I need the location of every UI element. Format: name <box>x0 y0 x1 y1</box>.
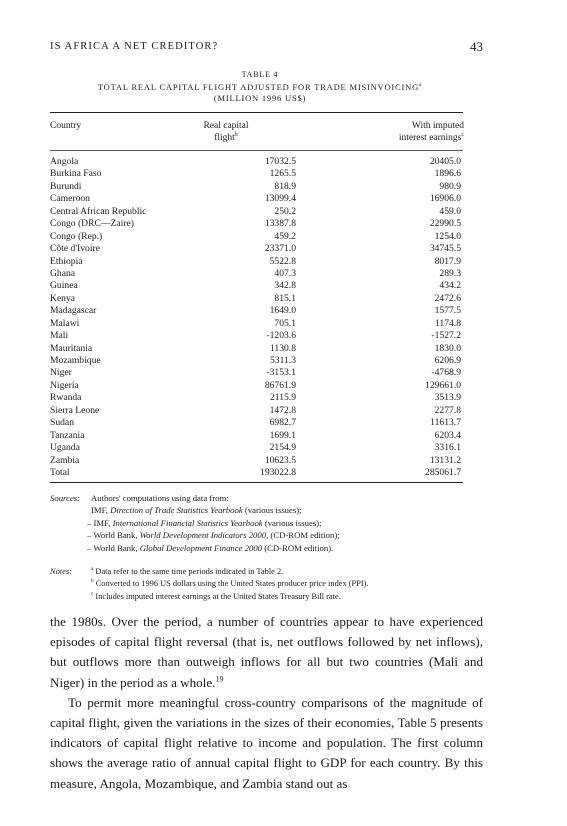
cell-country: Madagascar <box>50 305 97 317</box>
cell-real-capital-flight: 815.1 <box>274 292 296 304</box>
table-row <box>50 380 463 392</box>
sources-intro: Authors' computations using data from: <box>91 493 229 503</box>
cell-country: Mozambique <box>50 355 101 366</box>
table-row <box>50 455 463 467</box>
table-row <box>50 268 463 280</box>
table-row <box>50 467 463 479</box>
table-row <box>50 417 463 429</box>
cell-country: Sudan <box>50 417 74 429</box>
cell-country: Guinea <box>50 280 78 292</box>
footnote-ref: 19 <box>215 674 224 684</box>
cell-real-capital-flight: -3153.1 <box>266 367 296 379</box>
table-row <box>50 330 463 342</box>
cell-imputed-interest: 285061.7 <box>425 466 461 478</box>
cell-country: Sierra Leone <box>50 404 100 416</box>
table-row <box>50 318 463 330</box>
cell-country: Ethiopia <box>50 255 83 267</box>
cell-imputed-interest: 3513.9 <box>434 392 461 404</box>
cell-imputed-interest: 980.9 <box>439 180 461 192</box>
source-item: – World Bank, Global Development Finance 2000 (CD-ROM edition). <box>87 542 334 553</box>
table-header-rule <box>50 150 463 151</box>
cell-imputed-interest: 1577.5 <box>434 305 461 317</box>
paragraph: the 1980s. Over the period, a number of countries appear to have experienced episodes of capital flight reversal (that is, net outflows followed by net inflows), but outflows more than outweigh inflows for all but two countries (Mali and Niger) in the period as a whole.$^{19}$ <box>50 614 483 690</box>
page-header <box>50 41 483 55</box>
table-bottom-rule <box>50 482 463 483</box>
cell-real-capital-flight: 818.9 <box>274 180 296 192</box>
cell-country: Burundi <box>50 180 82 192</box>
notes-label: Notes: <box>50 567 72 576</box>
cell-imputed-interest: 289.3 <box>439 267 461 279</box>
cell-country: Angola <box>50 156 79 167</box>
table-row <box>50 181 463 193</box>
cell-imputed-interest: 1254.0 <box>434 230 461 242</box>
cell-country: Total <box>50 466 70 478</box>
cell-real-capital-flight: 459.2 <box>274 230 296 242</box>
cell-imputed-interest: 6203.4 <box>434 429 461 441</box>
cell-imputed-interest: 11613.7 <box>430 417 461 429</box>
cell-real-capital-flight: 23371.0 <box>264 243 296 255</box>
table-row <box>50 206 463 218</box>
cell-imputed-interest: 129661.0 <box>425 379 461 391</box>
cell-real-capital-flight: 1265.5 <box>269 168 296 180</box>
table-row <box>50 367 463 379</box>
cell-real-capital-flight: 342.8 <box>274 280 296 292</box>
cell-country: Côte d'Ivoire <box>50 243 100 255</box>
table-title: TOTAL REAL CAPITAL FLIGHT ADJUSTED FOR TRADE MISINVOICING$^a$ <box>97 82 423 92</box>
source-item: – World Bank, World Development Indicators 2000, (CD-ROM edition); <box>87 530 340 541</box>
cell-imputed-interest: 459.0 <box>439 205 461 217</box>
table-top-rule <box>50 112 463 113</box>
table-row <box>50 442 463 454</box>
cell-real-capital-flight: 86761.9 <box>264 379 296 391</box>
cell-imputed-interest: 8017.9 <box>434 255 461 267</box>
cell-imputed-interest: 20405.0 <box>429 156 461 167</box>
cell-country: Mauritania <box>50 342 93 354</box>
cell-country: Niger <box>50 367 72 379</box>
running-head: IS AFRICA A NET CREDITOR? <box>50 41 219 52</box>
cell-imputed-interest: 3316.1 <box>434 442 461 454</box>
table-row <box>50 156 463 168</box>
cell-country: Zambia <box>50 454 80 466</box>
cell-imputed-interest: 16906.0 <box>429 193 461 205</box>
table-row <box>50 168 463 180</box>
table-row <box>50 293 463 305</box>
cell-country: Nigeria <box>50 379 79 391</box>
cell-real-capital-flight: 10623.5 <box>264 454 296 466</box>
cell-imputed-interest: 22990.5 <box>429 218 461 230</box>
cell-real-capital-flight: 5522.8 <box>269 255 296 267</box>
table-title-note: a <box>419 82 423 89</box>
cell-real-capital-flight: 13387.8 <box>264 218 296 230</box>
cell-imputed-interest: -1527.2 <box>431 330 461 342</box>
table-row <box>50 430 463 442</box>
cell-real-capital-flight: 2115.9 <box>269 392 296 404</box>
body-text <box>50 612 483 794</box>
table-row <box>50 193 463 205</box>
cell-country: Uganda <box>50 442 80 454</box>
source-item: IMF, Direction of Trade Statistics Yearbook (various issues); <box>91 505 302 516</box>
table-row <box>50 355 463 367</box>
cell-real-capital-flight: 193022.8 <box>260 466 296 478</box>
cell-imputed-interest: 1896.6 <box>434 168 461 180</box>
cell-country: Tanzania <box>50 429 85 441</box>
cell-imputed-interest: 6206.9 <box>434 355 461 366</box>
cell-imputed-interest: 1830.0 <box>434 342 461 354</box>
cell-real-capital-flight: 407.3 <box>274 267 296 279</box>
cell-imputed-interest: 2472.6 <box>434 292 461 304</box>
table-row <box>50 392 463 404</box>
cell-real-capital-flight: 13099.4 <box>264 193 296 205</box>
cell-imputed-interest: 434.2 <box>439 280 461 292</box>
cell-imputed-interest: 1174.8 <box>434 317 461 329</box>
cell-real-capital-flight: 1699.1 <box>269 429 296 441</box>
note-item: $^c$ Includes imputed interest earnings at the United States Treasury Bill rate. <box>91 591 341 601</box>
table-row <box>50 280 463 292</box>
cell-real-capital-flight: 2154.9 <box>269 442 296 454</box>
cell-imputed-interest: 2277.8 <box>434 404 461 416</box>
cell-country: Central African Republic <box>50 205 147 217</box>
column-header-imputed-interest: With imputed interest earnings$^c$ <box>398 121 464 143</box>
cell-country: Cameroon <box>50 193 90 205</box>
sources-label: Sources: <box>50 493 81 503</box>
cell-imputed-interest: 13131.2 <box>429 454 461 466</box>
cell-country: Malawi <box>50 317 80 329</box>
cell-real-capital-flight: 1472.8 <box>269 404 296 416</box>
table-row <box>50 218 463 230</box>
cell-country: Ghana <box>50 267 76 279</box>
table-row <box>50 231 463 243</box>
cell-real-capital-flight: 17032.5 <box>264 156 296 167</box>
cell-country: Congo (DRC—Zaire) <box>50 218 134 230</box>
table-unit: (MILLION 1996 US$) <box>213 93 307 103</box>
column-header-real-capital-flight: Real capital flight$^b$ <box>203 121 249 143</box>
cell-real-capital-flight: 1649.0 <box>269 305 296 317</box>
cell-real-capital-flight: 5311.3 <box>269 355 296 366</box>
table-row <box>50 243 463 255</box>
table-body <box>50 156 463 479</box>
cell-imputed-interest: 34745.5 <box>429 243 461 255</box>
table-row <box>50 256 463 268</box>
cell-real-capital-flight: 6982.7 <box>269 417 296 429</box>
page-number: 43 <box>470 39 483 54</box>
note-item: $^a$ Data refer to the same time periods indicated in Table 2. <box>91 566 284 576</box>
cell-real-capital-flight: -1203.6 <box>266 330 296 342</box>
paragraph: To permit more meaningful cross-country comparisons of the magnitude of capital flight, given the variations in the sizes of their economies, Table 5 presents indicators of capital flight relative to income and population. The first column shows the average ratio of annual capital flight to GDP for each country. By this measure, Angola, Mozambique, and Zambia stand out as <box>50 694 483 791</box>
cell-real-capital-flight: 705.1 <box>274 317 296 329</box>
source-item: – IMF, International Financial Statistics Yearbook (various issues); <box>87 517 322 528</box>
note-item: $^b$ Converted to 1996 US dollars using the United States producer price index (PPI). <box>91 578 369 589</box>
table-row <box>50 405 463 417</box>
cell-country: Kenya <box>50 292 76 304</box>
cell-country: Mali <box>50 330 69 342</box>
cell-imputed-interest: -4768.9 <box>431 367 461 379</box>
cell-real-capital-flight: 1130.8 <box>269 342 296 354</box>
cell-real-capital-flight: 250.2 <box>274 205 296 217</box>
cell-country: Burkina Faso <box>50 168 102 180</box>
table-row <box>50 305 463 317</box>
table-label: TABLE 4 <box>241 70 279 79</box>
cell-country: Rwanda <box>50 392 82 404</box>
table-row <box>50 343 463 355</box>
column-header-country: Country <box>50 121 82 131</box>
cell-country: Congo (Rep.) <box>50 230 103 242</box>
